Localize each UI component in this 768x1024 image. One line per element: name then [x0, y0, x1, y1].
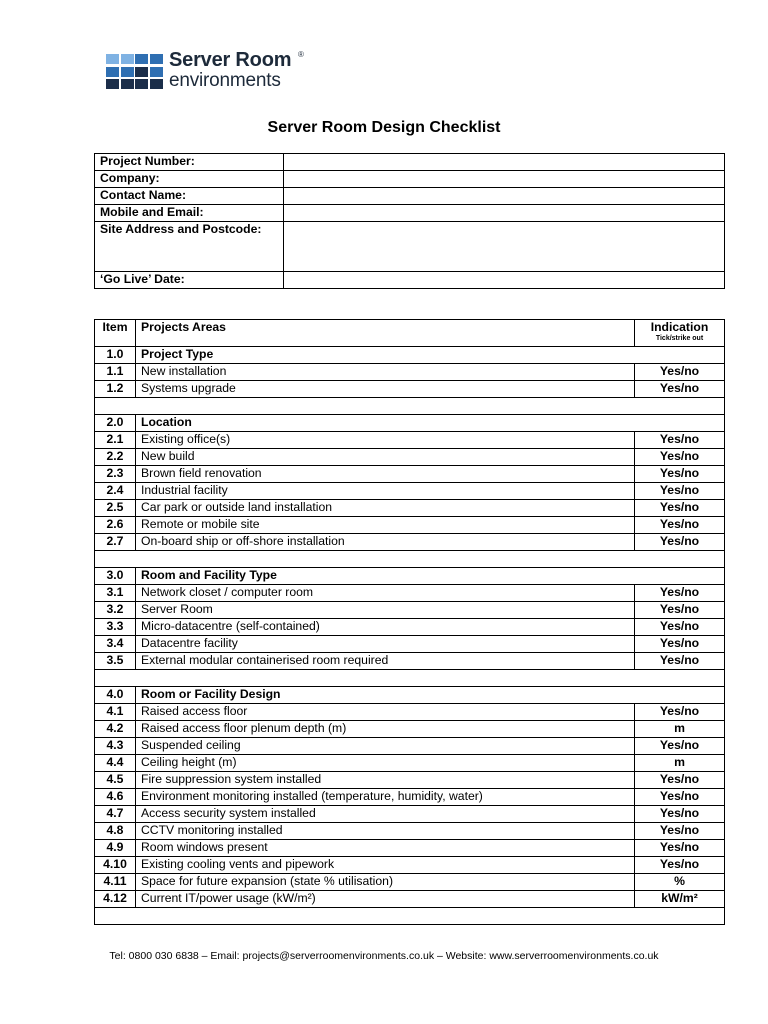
checklist-row [95, 466, 725, 483]
info-label: Site Address and Postcode: [95, 222, 284, 272]
checklist-row [95, 381, 725, 398]
logo-tile [121, 54, 134, 64]
info-label: Company: [95, 171, 284, 188]
area-label: Car park or outside land installation [136, 500, 635, 517]
checklist-row [95, 891, 725, 908]
indication-field[interactable]: Yes/no [635, 517, 725, 534]
indication-field[interactable]: Yes/no [635, 534, 725, 551]
checklist-spacer-row [95, 908, 725, 925]
spacer-cell [95, 670, 725, 687]
area-label: Suspended ceiling [136, 738, 635, 755]
indication-field[interactable]: Yes/no [635, 432, 725, 449]
indication-field[interactable]: Yes/no [635, 806, 725, 823]
indication-field[interactable]: Yes/no [635, 449, 725, 466]
item-number: 4.3 [95, 738, 136, 755]
checklist-section-row [95, 415, 725, 432]
item-number: 3.0 [95, 568, 136, 585]
indication-field[interactable]: kW/m² [635, 891, 725, 908]
logo-tile [106, 79, 119, 89]
checklist-spacer-row [95, 670, 725, 687]
area-label: Fire suppression system installed [136, 772, 635, 789]
item-number: 4.10 [95, 857, 136, 874]
item-number: 4.2 [95, 721, 136, 738]
info-value-field[interactable] [284, 272, 725, 289]
indication-field[interactable]: m [635, 721, 725, 738]
checklist-row [95, 449, 725, 466]
checklist-row [95, 840, 725, 857]
checklist-row [95, 738, 725, 755]
checklist-header-row [95, 320, 725, 347]
indication-field[interactable]: Yes/no [635, 840, 725, 857]
spacer-cell [95, 908, 725, 925]
checklist-row [95, 500, 725, 517]
checklist-row [95, 517, 725, 534]
area-label: Network closet / computer room [136, 585, 635, 602]
item-number: 4.11 [95, 874, 136, 891]
checklist-row [95, 806, 725, 823]
logo-tile [135, 54, 148, 64]
item-number: 3.4 [95, 636, 136, 653]
info-value-field[interactable] [284, 188, 725, 205]
item-number: 1.2 [95, 381, 136, 398]
checklist-row [95, 483, 725, 500]
logo-tile [150, 54, 163, 64]
checklist-row [95, 534, 725, 551]
checklist-section-row [95, 687, 725, 704]
logo-tile [106, 67, 119, 77]
area-label: Industrial facility [136, 483, 635, 500]
area-label: On-board ship or off-shore installation [136, 534, 635, 551]
indication-field[interactable]: m [635, 755, 725, 772]
item-number: 4.7 [95, 806, 136, 823]
section-title: Room and Facility Type [136, 568, 725, 585]
area-label: Server Room [136, 602, 635, 619]
info-label: Contact Name: [95, 188, 284, 205]
area-label: Raised access floor plenum depth (m) [136, 721, 635, 738]
checklist-row [95, 602, 725, 619]
indication-field[interactable]: Yes/no [635, 738, 725, 755]
item-number: 3.3 [95, 619, 136, 636]
checklist-row [95, 721, 725, 738]
checklist-row [95, 874, 725, 891]
checklist-row [95, 364, 725, 381]
checklist-row [95, 789, 725, 806]
header-indication [635, 320, 725, 347]
item-number: 1.0 [95, 347, 136, 364]
indication-field[interactable]: Yes/no [635, 823, 725, 840]
indication-field[interactable]: Yes/no [635, 381, 725, 398]
indication-field[interactable]: % [635, 874, 725, 891]
area-label: Access security system installed [136, 806, 635, 823]
area-label: Remote or mobile site [136, 517, 635, 534]
item-number: 3.2 [95, 602, 136, 619]
area-label: Current IT/power usage (kW/m²) [136, 891, 635, 908]
checklist-row [95, 755, 725, 772]
checklist-row [95, 636, 725, 653]
info-value-field[interactable] [284, 154, 725, 171]
item-number: 2.3 [95, 466, 136, 483]
logo-tile [121, 67, 134, 77]
item-number: 4.1 [95, 704, 136, 721]
item-number: 4.9 [95, 840, 136, 857]
checklist-row [95, 772, 725, 789]
indication-field[interactable]: Yes/no [635, 772, 725, 789]
item-number: 4.8 [95, 823, 136, 840]
area-label: Environment monitoring installed (temperature, humidity, water) [136, 789, 635, 806]
info-row [95, 171, 725, 188]
item-number: 4.0 [95, 687, 136, 704]
checklist-spacer-row [95, 551, 725, 568]
checklist-section-row [95, 568, 725, 585]
header-indication-label: Indication [650, 320, 709, 334]
item-number: 4.12 [95, 891, 136, 908]
item-number: 2.2 [95, 449, 136, 466]
indication-field[interactable]: Yes/no [635, 483, 725, 500]
info-row [95, 272, 725, 289]
area-label: Brown field renovation [136, 466, 635, 483]
footer-contact: Tel: 0800 030 6838 – Email: projects@serverroomenvironments.co.uk – Website: www.serverroomenvironments.co.uk [109, 950, 659, 962]
checklist-row [95, 432, 725, 449]
checklist-row [95, 619, 725, 636]
info-label: Project Number: [95, 154, 284, 171]
area-label: Space for future expansion (state % utilisation) [136, 874, 635, 891]
header-indication-sub: Tick/strike out [655, 335, 704, 342]
item-number: 4.6 [95, 789, 136, 806]
logo-tile [106, 54, 119, 64]
logo-text-line2: environments [169, 70, 281, 91]
item-number: 2.6 [95, 517, 136, 534]
indication-field[interactable]: Yes/no [635, 653, 725, 670]
area-label: Micro-datacentre (self-contained) [136, 619, 635, 636]
indication-field[interactable]: Yes/no [635, 857, 725, 874]
indication-field[interactable]: Yes/no [635, 500, 725, 517]
info-row [95, 188, 725, 205]
section-title: Project Type [136, 347, 725, 364]
checklist-section-row [95, 347, 725, 364]
info-value-field[interactable] [284, 222, 725, 272]
item-number: 2.7 [95, 534, 136, 551]
info-row [95, 154, 725, 171]
indication-field[interactable]: Yes/no [635, 704, 725, 721]
section-title: Room or Facility Design [136, 687, 725, 704]
logo-grid-icon [106, 54, 163, 90]
checklist-row [95, 653, 725, 670]
indication-field[interactable]: Yes/no [635, 636, 725, 653]
area-label: External modular containerised room required [136, 653, 635, 670]
info-row [95, 205, 725, 222]
item-number: 4.5 [95, 772, 136, 789]
checklist-row [95, 704, 725, 721]
project-info-table [94, 153, 725, 289]
indication-field[interactable]: Yes/no [635, 789, 725, 806]
logo-tile [150, 79, 163, 89]
area-label: Existing cooling vents and pipework [136, 857, 635, 874]
indication-field[interactable]: Yes/no [635, 364, 725, 381]
area-label: Raised access floor [136, 704, 635, 721]
checklist-row [95, 823, 725, 840]
section-title: Location [136, 415, 725, 432]
item-number: 2.0 [95, 415, 136, 432]
indication-field[interactable]: Yes/no [635, 602, 725, 619]
logo-tile [135, 79, 148, 89]
logo-registered-mark: ® [298, 50, 304, 59]
info-value-field[interactable] [284, 205, 725, 222]
area-label: Datacentre facility [136, 636, 635, 653]
header-projects-areas: Projects Areas [136, 320, 635, 347]
item-number: 2.1 [95, 432, 136, 449]
item-number: 1.1 [95, 364, 136, 381]
checklist-row [95, 585, 725, 602]
logo-tile [150, 67, 163, 77]
item-number: 3.5 [95, 653, 136, 670]
spacer-cell [95, 398, 725, 415]
area-label: Existing office(s) [136, 432, 635, 449]
checklist-row [95, 857, 725, 874]
page-title: Server Room Design Checklist [267, 119, 501, 136]
item-number: 4.4 [95, 755, 136, 772]
logo-tile [135, 67, 148, 77]
item-number: 2.4 [95, 483, 136, 500]
spacer-cell [95, 551, 725, 568]
item-number: 2.5 [95, 500, 136, 517]
item-number: 3.1 [95, 585, 136, 602]
logo-text-line1: Server Room [169, 49, 292, 71]
area-label: CCTV monitoring installed [136, 823, 635, 840]
indication-field[interactable]: Yes/no [635, 619, 725, 636]
info-row [95, 222, 725, 272]
header-item: Item [95, 320, 136, 347]
logo-tile [121, 79, 134, 89]
checklist-table [94, 319, 725, 925]
area-label: Room windows present [136, 840, 635, 857]
area-label: New installation [136, 364, 635, 381]
indication-field[interactable]: Yes/no [635, 585, 725, 602]
info-label: Mobile and Email: [95, 205, 284, 222]
info-label: ‘Go Live’ Date: [95, 272, 284, 289]
area-label: Ceiling height (m) [136, 755, 635, 772]
info-value-field[interactable] [284, 171, 725, 188]
checklist-spacer-row [95, 398, 725, 415]
area-label: Systems upgrade [136, 381, 635, 398]
company-logo [106, 49, 316, 92]
area-label: New build [136, 449, 635, 466]
indication-field[interactable]: Yes/no [635, 466, 725, 483]
